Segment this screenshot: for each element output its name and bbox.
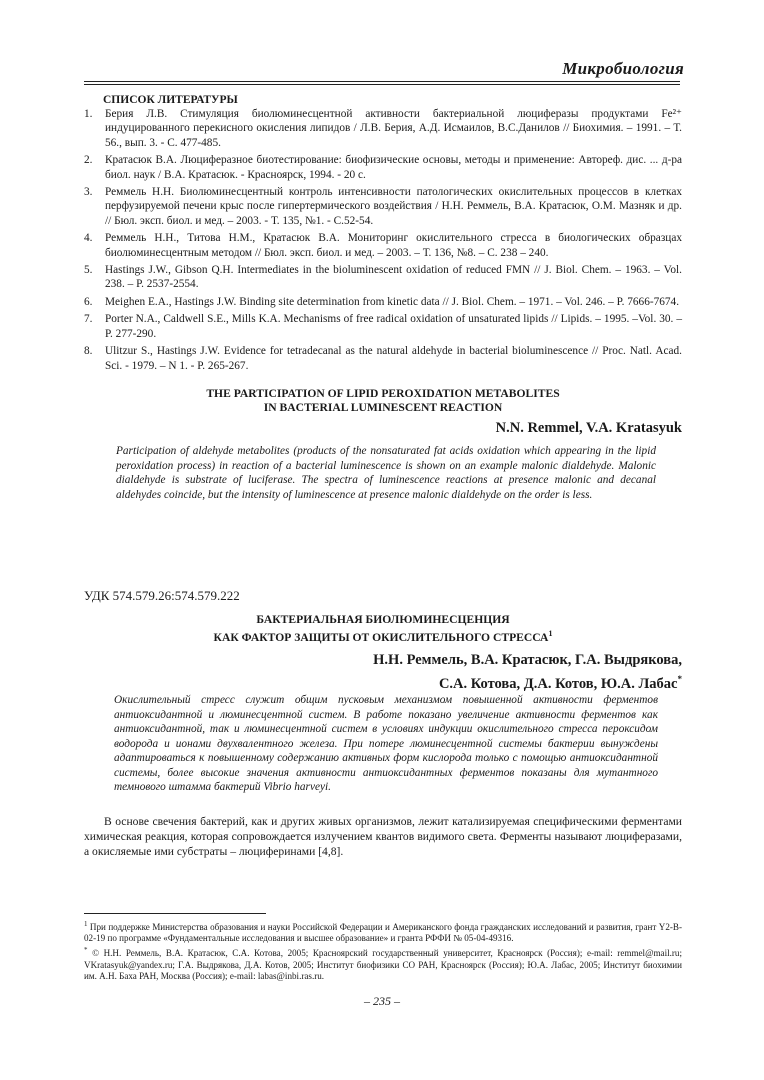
- footnote-1-mark: 1: [84, 920, 88, 928]
- russian-article-title: [84, 613, 682, 645]
- running-header: Микробиология: [562, 59, 684, 78]
- footnote-1-text: При поддержке Министерства образования и науки Российской Федерации и Американского фонда гражданских исследований и развития, грант Y2-B-02-19 по программе «Фундаментальные исследования и высшее образование» и гранта РФФИ № 05-04-49316.: [84, 922, 682, 944]
- author-footnote-mark: *: [677, 674, 682, 684]
- reference-text: Hastings J.W., Gibson Q.H. Intermediates in the bioluminescent oxidation of reduced FMN // J. Biol. Chem. – 1963. – Vol. 238. – P. 2537-2554.: [105, 264, 682, 291]
- russian-title-line: [84, 627, 682, 645]
- footnote-mark: 1: [548, 629, 553, 638]
- russian-title-line: БАКТЕРИАЛЬНАЯ БИОЛЮМИНЕСЦЕНЦИЯ: [256, 613, 510, 626]
- udk-code: УДК 574.579.26:574.579.222: [84, 588, 240, 603]
- english-abstract: Participation of aldehyde metabolites (products of the nonsaturated fat acids oxidation which appearing in the lipid peroxidation process) in reaction of a bacterial luminescence is shown on an example malonic dialdehyde. Malonic dialdehyde is substrate of luciferase. The spectra of luminescence reactions at presence malonic and decanal aldehydes coincide, but the intensity of luminescence at presence malonic dialdehyde on the order is less.: [116, 445, 656, 501]
- footnote-2: [84, 945, 682, 982]
- russian-authors: [84, 651, 682, 694]
- reference-number: 4.: [84, 232, 93, 245]
- reference-list: [84, 107, 682, 376]
- reference-text: Берия Л.В. Стимуляция биолюминесцентной активности бактериальной люциферазы продуктами Fe²⁺ индуцированного перекисного окисления липидов / Л.В. Берия, А.Д. Исмаилов, В.С.Данилов // Биохимия. – 1991. – Т. 56., вып. 3. - С. 477-485.: [105, 108, 682, 149]
- header-rule: [84, 81, 680, 82]
- references-heading: СПИСОК ЛИТЕРАТУРЫ: [103, 94, 238, 106]
- reference-item: [84, 263, 682, 292]
- reference-number: 3.: [84, 186, 93, 199]
- reference-text: Porter N.A., Caldwell S.E., Mills K.A. Mechanisms of free radical oxidation of unsaturated lipids // Lipids. – 1995. –Vol. 30. – P. 277-290.: [105, 313, 682, 340]
- reference-item: [84, 185, 682, 228]
- reference-item: [84, 153, 682, 182]
- footnote-2-text: © Н.Н. Реммель, В.А. Кратасюк, С.А. Котова, 2005; Красноярский государственный университет, Красноярск (Россия); e-mail: remmel@mail.ru; VKratasyuk@yandex.ru; Г.А. Выдрякова, Д.А. Котов, 2005; Институт биофизики СО РАН, Красноярск (Россия); Ю.А. Лабас, 2005; Институт биохимии им. А.Н. Баха РАН, Москва (Россия); e-mail: labas@inbi.ras.ru.: [84, 948, 682, 981]
- reference-text: Ulitzur S., Hastings J.W. Evidence for tetradecanal as the natural aldehyde in bacterial bioluminescence // Proc. Natl. Acad. Sci. - 1979. – N 1. - P. 265-267.: [105, 345, 682, 372]
- english-article-title: [84, 387, 682, 415]
- reference-number: 1.: [84, 108, 93, 120]
- reference-text: Meighen E.A., Hastings J.W. Binding site determination from kinetic data // J. Biol. Chem. – 1971. – Vol. 246. – P. 7666-7674.: [105, 295, 680, 308]
- reference-item: [84, 344, 682, 373]
- reference-item: [84, 295, 682, 309]
- russian-title-line-text: КАК ФАКТОР ЗАЩИТЫ ОТ ОКИСЛИТЕЛЬНОГО СТРЕССА: [213, 630, 549, 644]
- russian-abstract: Окислительный стресс служит общим пусковым механизмом повышенной активности ферментов антиоксидантной и люминесцентной систем. В работе показано увеличение активности ферментов как антиоксидантной, так и люминесцентной систем в условиях индукции окислительного стресса пероксидом водорода и ионами двухвалентного железа. При потере люминесцентной системы бактерии вынуждены адаптироваться к повышенному содержанию активных форм кислорода только с помощью антиоксидантной системы, более высокие значения активности антиоксидантных ферментов показаны для мутантного темнового штамма бактерий Vibrio harveyi.: [114, 694, 658, 793]
- english-title-line: IN BACTERIAL LUMINESCENT REACTION: [263, 401, 503, 414]
- reference-text: Реммель Н.Н. Биолюминесцентный контроль интенсивности патологических окислительных процессов в клетках перфузируемой печени крыс после гипертермического воздействия / Н.Н. Реммель, В.А. Кратасюк, О.М. Мазняк и др. // Бюл. эксп. биол. и мед. – 2003. - Т. 135, №1. - С.52-54.: [105, 186, 682, 227]
- reference-text: Кратасюк В.А. Люциферазное биотестирование: биофизические основы, методы и применение: Автореф. дис. ... д-ра биол. наук / В.А. Кратасюк. - Красноярск, 1994. - 20 с.: [105, 154, 682, 181]
- reference-item: [84, 312, 682, 341]
- header-rule-thin: [84, 84, 680, 85]
- reference-number: 7.: [84, 313, 93, 326]
- russian-authors-line-text: С.А. Котова, Д.А. Котов, Ю.А. Лабас: [438, 675, 678, 692]
- reference-text: Реммель Н.Н., Титова Н.М., Кратасюк В.А. Мониторинг окислительного стресса в биологических образцах биолюминесцентным методом // Бюл. эксп. биол. и мед. – 2003. – Т. 136, №8. – С. 238 – 240.: [105, 232, 682, 259]
- reference-item: [84, 231, 682, 260]
- english-title-line: THE PARTICIPATION OF LIPID PEROXIDATION METABOLITES: [206, 387, 560, 400]
- reference-number: 5.: [84, 264, 93, 277]
- reference-number: 2.: [84, 154, 93, 167]
- footnotes: [84, 919, 682, 983]
- english-authors: N.N. Remmel, V.A. Kratasyuk: [495, 420, 682, 436]
- reference-number: 6.: [84, 295, 93, 308]
- body-paragraph: В основе свечения бактерий, как и других живых организмов, лежит катализируемая специфическими ферментами химическая реакция, которая сопровождается излучением квантов видимого света. Ферменты называют люциферазами, а окисляемые ими субстраты – люциферинами [4,8].: [84, 815, 682, 858]
- page-number: – 235 –: [364, 994, 400, 1008]
- reference-number: 8.: [84, 345, 93, 358]
- footnote-1: [84, 919, 682, 944]
- russian-authors-line: Н.Н. Реммель, В.А. Кратасюк, Г.А. Выдрякова,: [373, 652, 682, 668]
- reference-item: [84, 107, 682, 150]
- footnote-2-mark: *: [84, 946, 88, 955]
- russian-authors-line: [84, 670, 682, 694]
- footnote-rule: [84, 913, 266, 914]
